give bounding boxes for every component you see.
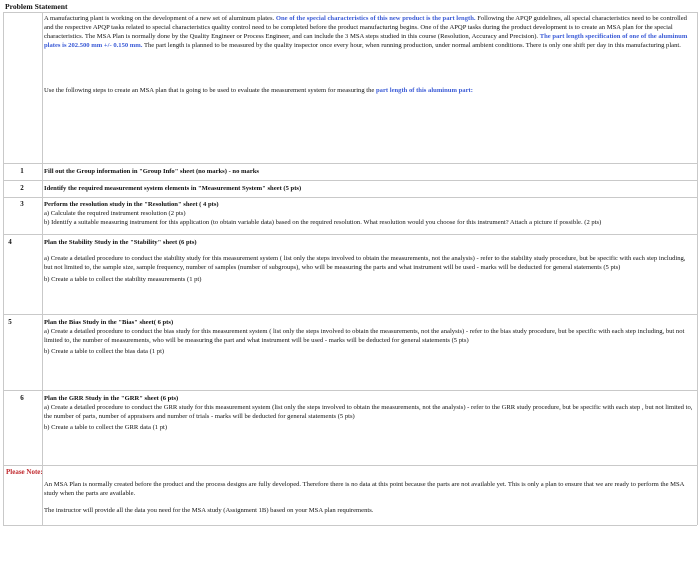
grid-line [3, 197, 697, 198]
step-line: b) Identify a suitable measuring instrument for this application (to obtain variable data) based on the required resolution. What resolution would you choose for this instrument? Attach a picture if possible. (2 pts) [44, 219, 602, 226]
step-number: 1 [20, 167, 24, 175]
note-label: Please Note: [6, 468, 43, 476]
grid-line [3, 163, 697, 164]
step-line: b) Create a table to collect the bias data (1 pt) [44, 348, 165, 355]
step-number: 2 [20, 184, 24, 192]
grid-line [3, 180, 697, 181]
step-heading: Plan the Stability Study in the "Stability" sheet (6 pts) [44, 239, 197, 246]
grid-line [3, 465, 697, 466]
intro-highlight-length: One of the special characteristics of this new product is the part length. [275, 15, 476, 22]
step-block [44, 394, 695, 432]
grid-line [697, 12, 698, 525]
step-block [44, 200, 695, 227]
intro-text: Following the APQP guidelines, all special characteristics need to be controlled and the respective APQP tasks related to special characteristics quality control need to be completed before the product manufacturing begins. One of the APQP tasks during the product development is to create an MSA plan for the special characteristics. The MSA Plan is normally done by the Quality Engineer or Process Engineer, and can include the 3 MSA steps studied in this course (Resolution, Accuracy and Precision). [44, 15, 687, 40]
instructions-text: Use the following steps to create an MSA plan that is going to be used to evaluate the measurement system for measuring the [44, 87, 375, 94]
step-number: 6 [20, 394, 24, 402]
grid-line [42, 12, 43, 525]
intro-text: The part length is planned to be measured by the quality inspector once every hour, when running production, under normal ambient conditions. There is only one shift per day in this manufacturing plant. [143, 42, 681, 49]
instructions [44, 86, 695, 95]
step-number: 3 [20, 200, 24, 208]
step-line: b) Create a table to collect the stability measurements (1 pt) [44, 276, 202, 283]
step-number: 4 [8, 238, 12, 246]
grid-line [3, 234, 697, 235]
step-heading: Fill out the Group information in "Group Info" sheet (no marks) - no marks [44, 168, 259, 175]
grid-line [3, 390, 697, 391]
step-heading: Plan the GRR Study in the "GRR" sheet (6 pts) [44, 395, 179, 402]
note-block [44, 480, 695, 515]
step-line: a) Create a detailed procedure to conduct the stability study for this measurement system ( list only the steps involved to obtain the measurements, not the analysis) - refer to the stability study procedure, but be specific with each step including, but not limited to, the sample size, sample frequency, number of samples (number of subgroups), who will be measuring the parts and what instrument will be used - marks will be deducted for general statements (5 pts) [44, 255, 686, 271]
step-block [44, 318, 695, 356]
grid-line [3, 314, 697, 315]
grid-line [3, 525, 697, 526]
step-block [44, 238, 695, 284]
grid-line [3, 12, 4, 525]
step-line: a) Create a detailed procedure to conduct the GRR study for this measurement system (list only the steps involved to obtain the measurements, not the analysis) - refer to the GRR study procedure, but be specific with each step , but not limited to, the number of parts, number of appraisers and number of trials - marks will be deducted for general statements (5 pts) [44, 404, 693, 420]
intro-paragraph [44, 14, 695, 50]
step-heading: Plan the Bias Study in the "Bias" sheet( 6 pts) [44, 319, 174, 326]
note-paragraph: An MSA Plan is normally created before the product and the process designs are fully developed. Therefore there is no data at this point because the parts are not available yet. This is only a plan to ensure that we are ready to perform the MSA study when the parts are available. [44, 481, 685, 497]
step-line: b) Create a table to collect the GRR data (1 pt) [44, 424, 168, 431]
grid-line [3, 12, 697, 13]
step-heading: Perform the resolution study in the "Resolution" sheet ( 4 pts) [44, 201, 219, 208]
step-number: 5 [8, 318, 12, 326]
step-line: a) Create a detailed procedure to conduct the bias study for this measurement system ( list only the steps involved to obtain the measurements, not the analysis) - refer to the bias study procedure, but be specific with each step including, but not limited to, the number of measurements, who will be measuring the part and what instrument will be used - marks will be deducted for general statements (5 pts) [44, 328, 685, 344]
intro-text: A manufacturing plant is working on the development of a new set of aluminum plates. [44, 15, 275, 22]
page-title: Problem Statement [5, 2, 68, 11]
intro-highlight-spec: The part length specification of one of the aluminum plates is 202.500 mm +/- 0.150 mm. [44, 33, 688, 49]
note-paragraph: The instructor will provide all the data you need for the MSA study (Assignment 1B) based on your MSA plan requirements. [44, 507, 374, 514]
step-heading: Identify the required measurement system elements in "Measurement System" sheet (5 pts) [44, 185, 302, 192]
instructions-highlight: part length of this aluminum part: [376, 87, 473, 94]
step-line: a) Calculate the required instrument resolution (2 pts) [44, 210, 186, 217]
